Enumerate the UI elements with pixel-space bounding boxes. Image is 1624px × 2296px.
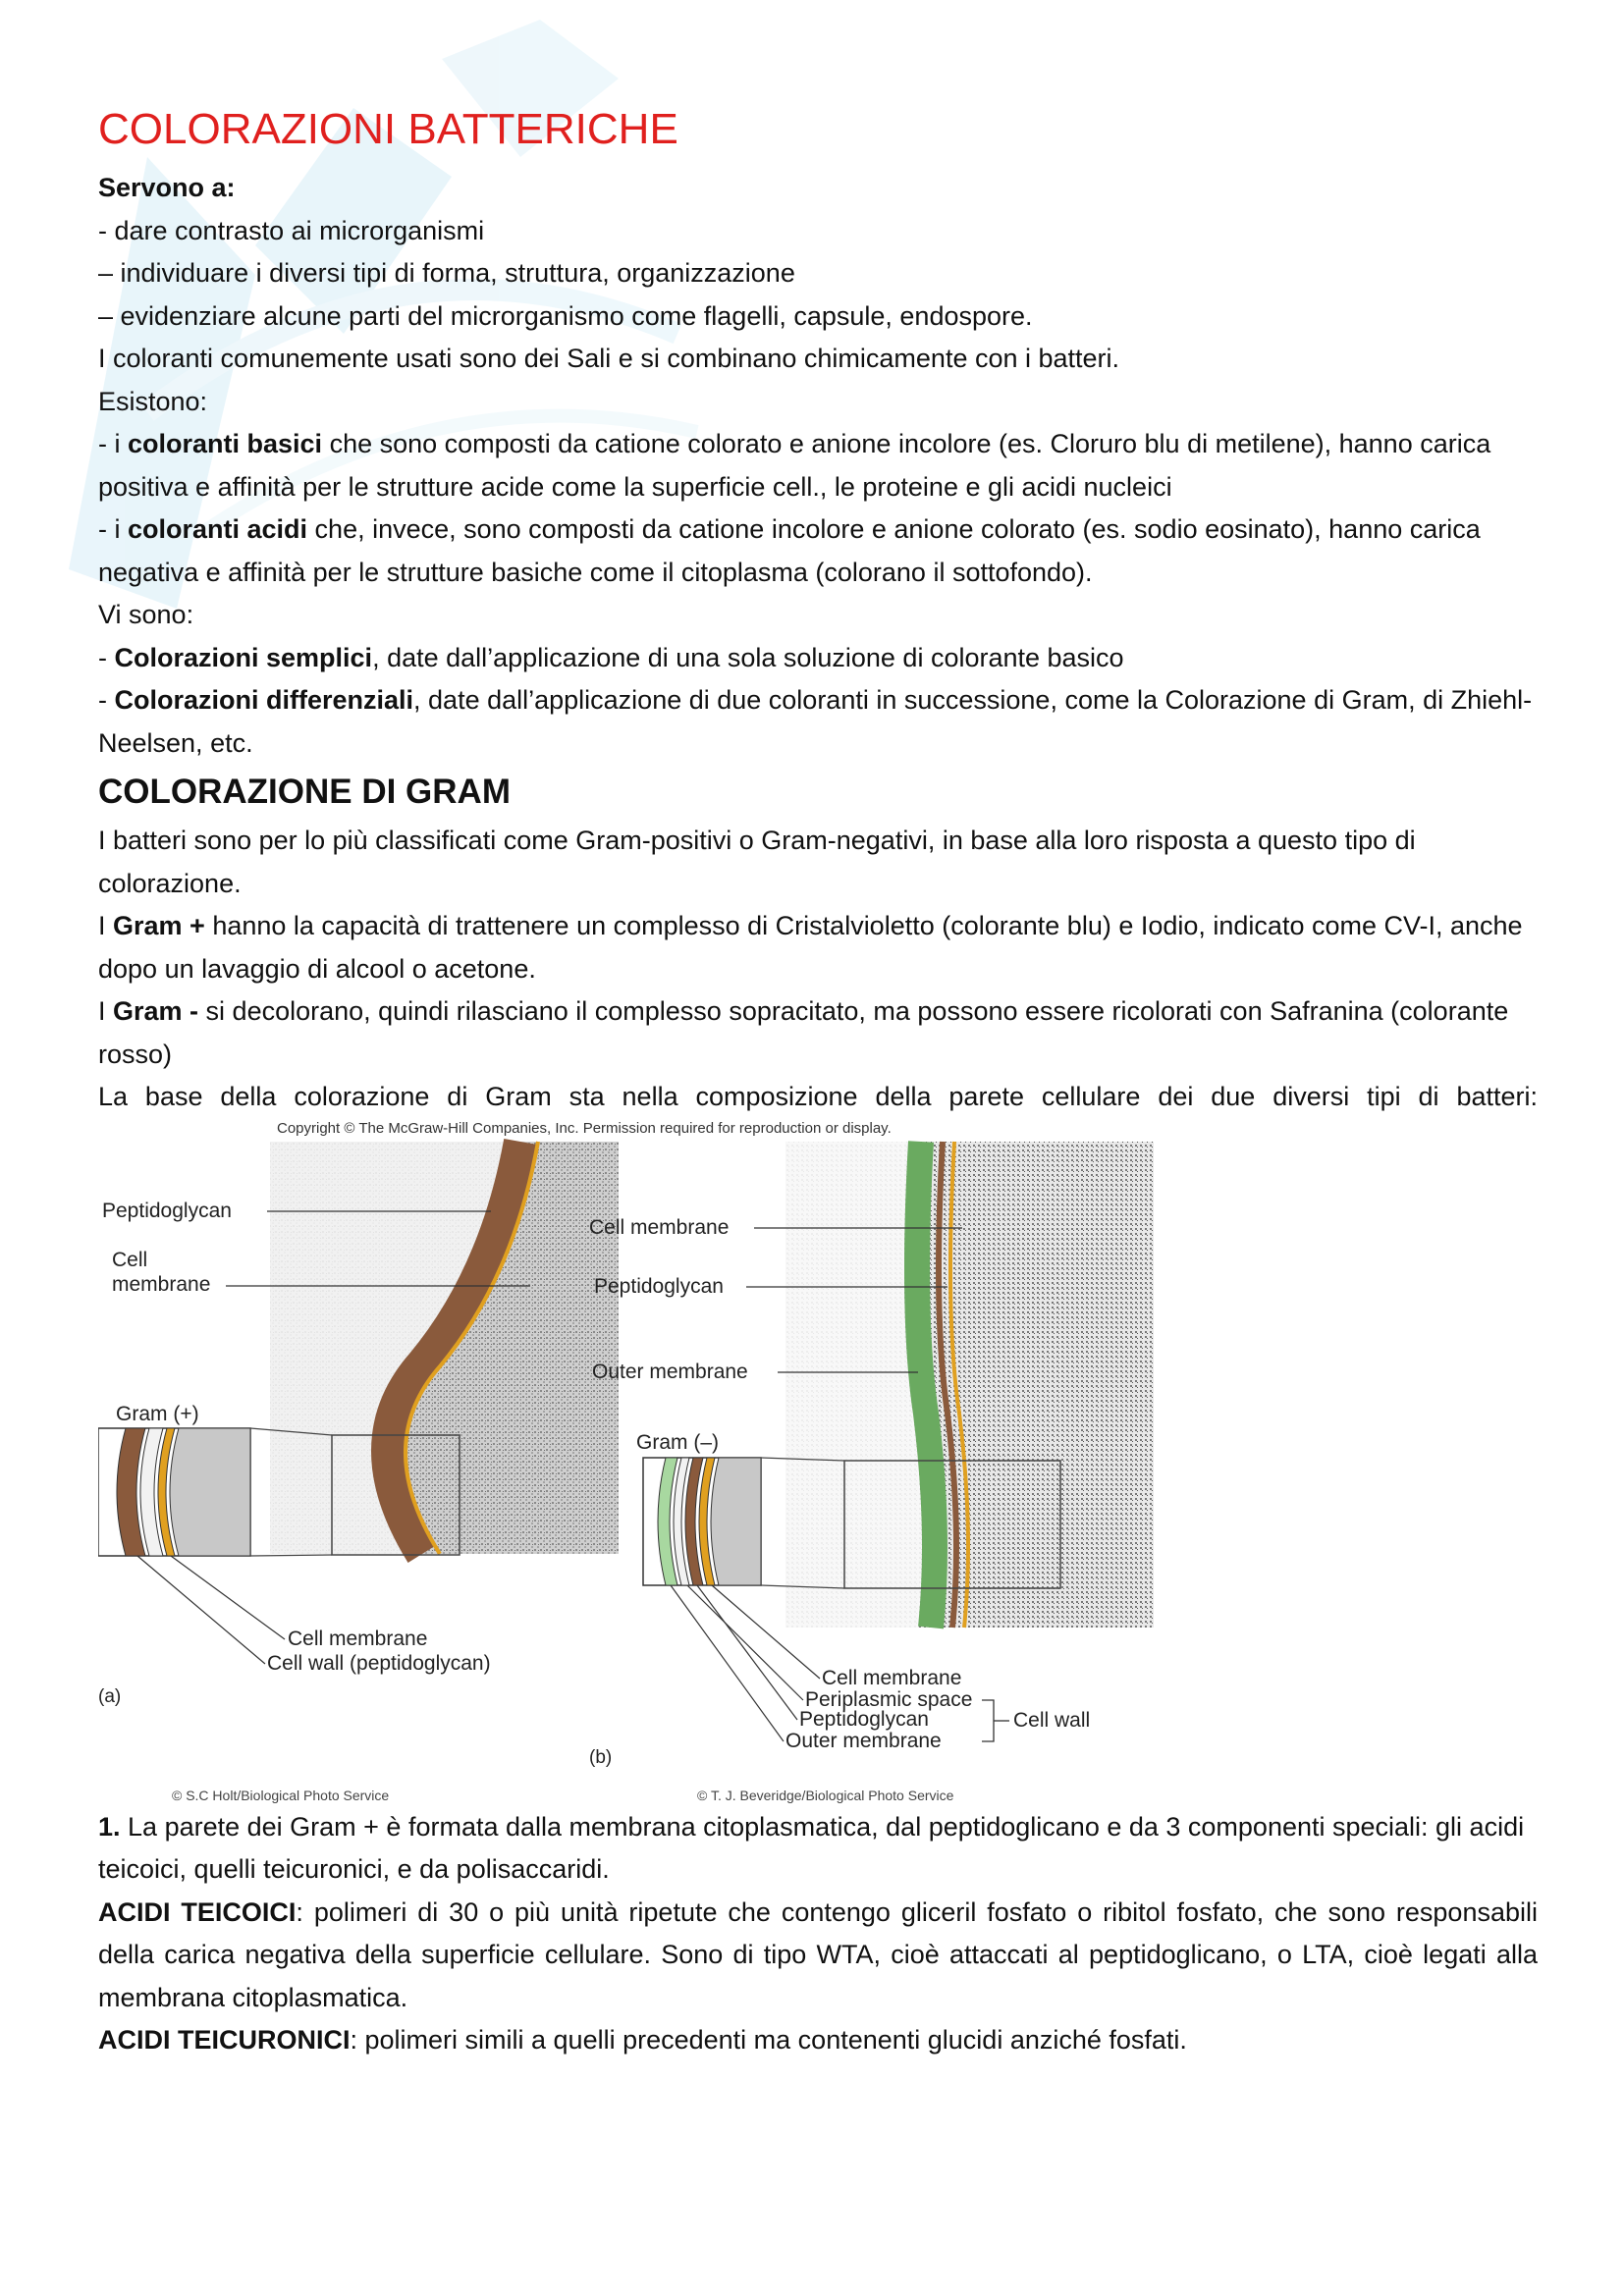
colorazioni-semplici-item: - Colorazioni semplici, date dall’applicazione di una sola soluzione di colorante basico — [98, 642, 1124, 672]
label-gram-negative: Gram (–) — [636, 1430, 719, 1454]
gram-negative-paragraph: I Gram - si decolorano, quindi rilasciano il complesso sopracitato, ma possono essere ricolorati con Safranina (colorante rosso) — [98, 996, 1509, 1069]
label-peptidoglycan-b2: Peptidoglycan — [799, 1707, 929, 1731]
label-outer-membrane-b2: Outer membrane — [785, 1729, 942, 1752]
esistono-label: Esistono: — [98, 386, 208, 416]
acidi-teicoici-paragraph: ACIDI TEICOICI: polimeri di 30 o più unità ripetute che contengo gliceril fosfato o ribitol fosfato, che sono responsabili della carica negativa della superficie cellulare. Sono di tipo WTA, cioè attaccati al peptidoglicano, o LTA, cioè legati alla membrana citoplasmatica. — [98, 1896, 1538, 2012]
label-bottom-cell-membrane: Cell membrane — [288, 1627, 428, 1650]
servono-label: Servono a: — [98, 173, 236, 202]
label-peptidoglycan-b: Peptidoglycan — [594, 1274, 724, 1298]
label-outer-membrane-b: Outer membrane — [592, 1360, 748, 1383]
label-membrane: membrane — [112, 1272, 211, 1296]
purpose-line: - dare contrasto ai microrganismi — [98, 215, 485, 245]
purpose-line: – evidenziare alcune parti del microrganismo come flagelli, capsule, endospore. — [98, 300, 1033, 331]
label-cell-wall: Cell wall (peptidoglycan) — [267, 1651, 491, 1675]
panel-a — [98, 1142, 619, 1803]
label-cell-wall-b: Cell wall — [1013, 1708, 1091, 1732]
figure-copyright: Copyright © The McGraw-Hill Companies, Inc. Permission required for reproduction or display. — [277, 1119, 892, 1137]
gram-positive-wall-paragraph: 1. La parete dei Gram + è formata dalla membrana citoplasmatica, dal peptidoglicano e da 3 componenti speciali: gli acidi teicoici, quelli teicuronici, e da polisaccaridi. — [98, 1811, 1525, 1884]
label-peptidoglycan: Peptidoglycan — [102, 1199, 232, 1222]
coloranti-line: I coloranti comunemente usati sono dei Sali e si combinano chimicamente con i batteri. — [98, 344, 1120, 373]
figure-canvas — [98, 1119, 1538, 1806]
panel-a-label: (a) — [98, 1685, 122, 1707]
acidi-teicuronici-paragraph: ACIDI TEICURONICI: polimeri simili a quelli precedenti ma contenenti glucidi anziché fosfati. — [98, 2025, 1187, 2055]
vi-sono-label: Vi sono: — [98, 600, 194, 629]
purpose-line: – individuare i diversi tipi di forma, struttura, organizzazione — [98, 258, 795, 288]
gram-basis-paragraph: La base della colorazione di Gram sta nella composizione della parete cellulare dei due diversi tipi di batteri: — [98, 1082, 1538, 1111]
colorazioni-differenziali-item: - Colorazioni differenziali, date dall’applicazione di due coloranti in successione, come la Colorazione di Gram, di Zhiehl-Neelsen, etc. — [98, 685, 1533, 758]
section-heading: COLORAZIONE DI GRAM — [98, 773, 511, 811]
gram-cell-wall-figure — [98, 1119, 1538, 1806]
label-periplasmic: Periplasmic space — [805, 1687, 973, 1711]
panel-b — [589, 1142, 1154, 1803]
label-cell: Cell — [112, 1248, 148, 1271]
document-body — [98, 98, 1538, 2062]
gram-paragraph: I batteri sono per lo più classificati come Gram-positivi o Gram-negativi, in base alla loro risposta a questo tipo di colorazione. — [98, 826, 1416, 898]
label-gram-positive: Gram (+) — [116, 1402, 199, 1425]
coloranti-acidi-item: - i coloranti acidi che, invece, sono composti da catione incolore e anione colorato (es. sodio eosinato), hanno carica negativa e affinità per le strutture basiche come il citoplasma (colorano il sottofondo). — [98, 514, 1481, 587]
gram-positive-paragraph: I Gram + hanno la capacità di trattenere un complesso di Cristalvioletto (colorante blu) e Iodio, indicato come CV-I, anche dopo un lavaggio di alcool o acetone. — [98, 911, 1523, 984]
credit-a: © S.C Holt/Biological Photo Service — [172, 1787, 390, 1803]
credit-b: © T. J. Beveridge/Biological Photo Service — [697, 1787, 954, 1803]
label-bottom-cell-membrane-b: Cell membrane — [822, 1666, 962, 1689]
coloranti-basici-item: - i coloranti basici che sono composti da catione colorato e anione incolore (es. Cloruro blu di metilene), hanno carica positiva e affinità per le strutture acide come la superficie cell., le proteine e gli acidi nucleici — [98, 429, 1491, 502]
label-cell-membrane-b: Cell membrane — [589, 1215, 730, 1239]
page-title: COLORAZIONI BATTERICHE — [98, 105, 678, 153]
panel-b-label: (b) — [589, 1746, 613, 1768]
